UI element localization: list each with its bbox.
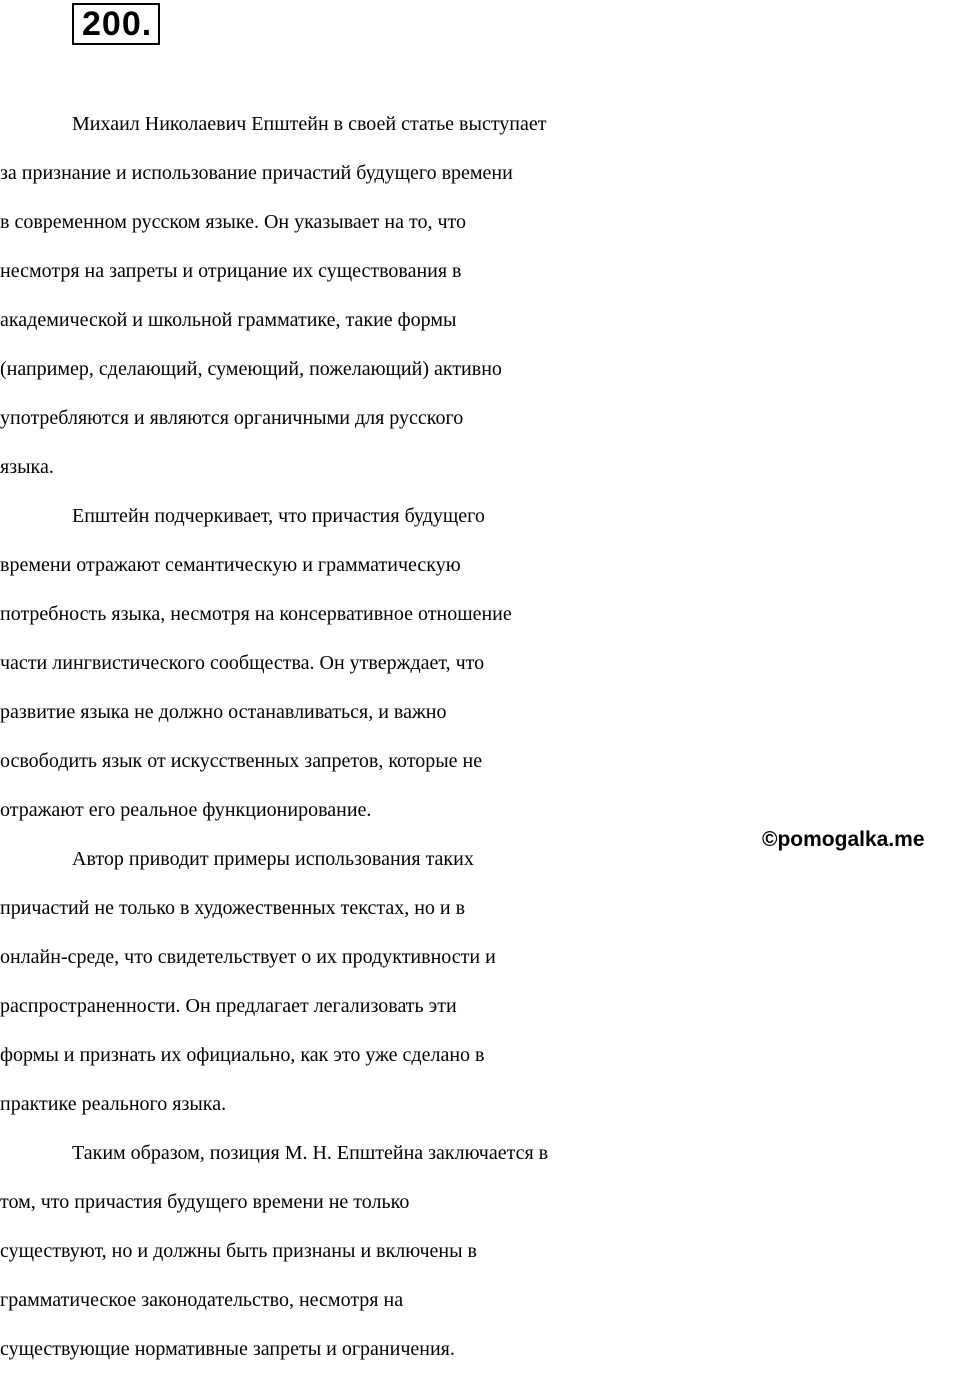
text-line: языка.: [0, 456, 54, 478]
text-line: причастий не только в художественных текстах, но и в: [0, 897, 466, 919]
text-line: отражают его реальное функционирование.: [0, 799, 372, 821]
text-line: Михаил Николаевич Епштейн в своей статье выступает: [72, 113, 547, 135]
text-line: том, что причастия будущего времени не только: [0, 1191, 410, 1213]
text-line: (например, сделающий, сумеющий, пожелающий) активно: [0, 358, 502, 380]
text-line: грамматическое законодательство, несмотря на: [0, 1289, 404, 1311]
text-line: несмотря на запреты и отрицание их существования в: [0, 260, 462, 282]
text-line: освободить язык от искусственных запретов, которые не: [0, 750, 483, 772]
task-number: 200.: [72, 3, 160, 45]
text-line: времени отражают семантическую и грамматическую: [0, 554, 461, 576]
text-line: употребляются и являются органичными для русского: [0, 407, 464, 429]
text-line: развитие языка не должно останавливаться, и важно: [0, 701, 447, 723]
answer-text: [0, 100, 960, 1374]
text-line: Епштейн подчеркивает, что причастия будущего: [72, 505, 485, 527]
text-line: в современном русском языке. Он указывает на то, что: [0, 211, 466, 233]
text-line: формы и признать их официально, как это уже сделано в: [0, 1044, 485, 1066]
text-line: распространенности. Он предлагает легализовать эти: [0, 995, 457, 1017]
watermark: ©pomogalka.me: [762, 828, 925, 851]
text-line: части лингвистического сообщества. Он утверждает, что: [0, 652, 485, 674]
text-line: Таким образом, позиция М. Н. Епштейна заключается в: [72, 1142, 549, 1164]
text-line: потребность языка, несмотря на консервативное отношение: [0, 603, 512, 625]
text-line: Автор приводит примеры использования таких: [72, 848, 474, 870]
text-line: за признание и использование причастий будущего времени: [0, 162, 513, 184]
text-line: практике реального языка.: [0, 1093, 227, 1115]
text-line: академической и школьной грамматике, такие формы: [0, 309, 457, 331]
text-line: существуют, но и должны быть признаны и включены в: [0, 1240, 477, 1262]
text-line: существующие нормативные запреты и ограничения.: [0, 1338, 455, 1360]
text-line: онлайн-среде, что свидетельствует о их продуктивности и: [0, 946, 496, 968]
